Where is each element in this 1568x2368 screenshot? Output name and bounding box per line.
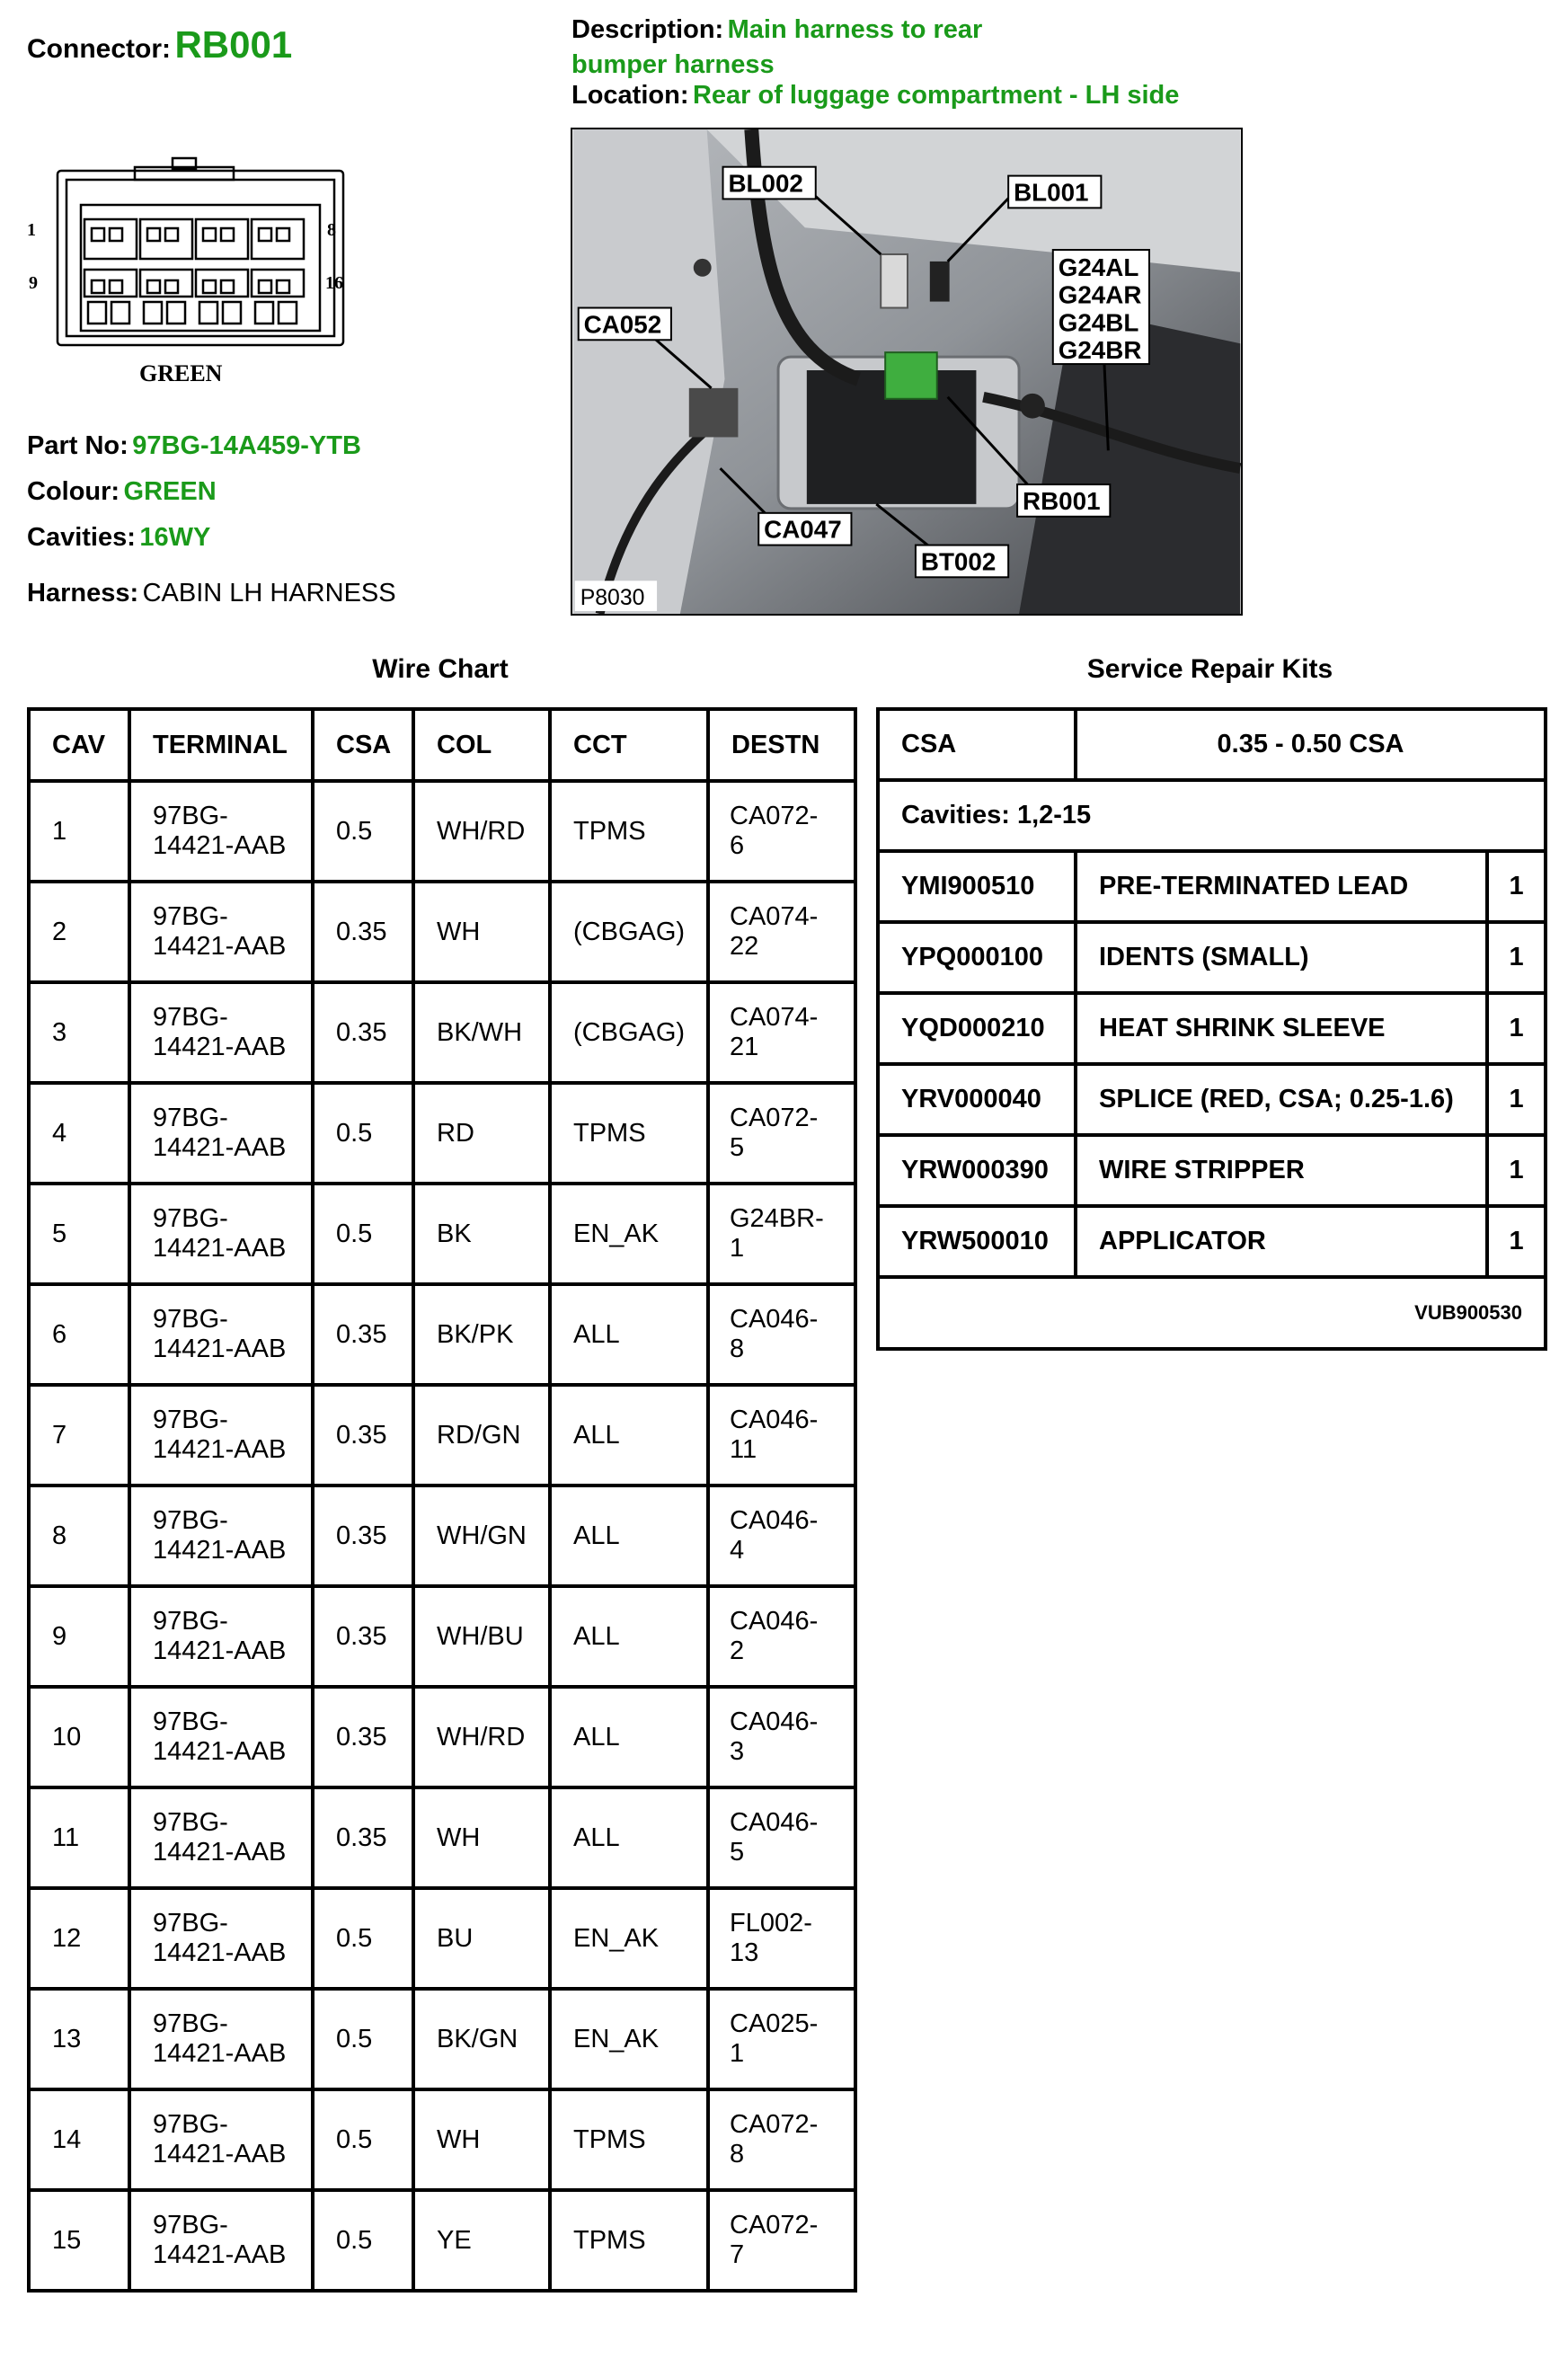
destn-cell (708, 1687, 855, 1787)
destn-cell (708, 2089, 855, 2190)
kits-cavities: Cavities: 1,2-15 (878, 780, 1546, 851)
destn-cell (708, 1184, 855, 1284)
wire-row (29, 1989, 855, 2089)
kit-number: VUB900530 (878, 1277, 1546, 1349)
csa-cell: 0.5 (313, 2190, 413, 2291)
destn-part-b: 8 (730, 1335, 745, 1363)
terminal-part-b: 14421-AAB (153, 1133, 287, 1162)
cav-cell: 9 (29, 1586, 129, 1687)
destn-part-a: CA074- (730, 902, 819, 931)
wire-row (29, 2190, 855, 2291)
callout-rb001: RB001 (1023, 486, 1101, 515)
pin-1-label: 1 (27, 220, 36, 240)
col-cell: BK/PK (413, 1284, 550, 1385)
colour-label: Colour: (27, 477, 120, 506)
cav-cell: 8 (29, 1486, 129, 1586)
pin-9-label: 9 (29, 273, 38, 293)
location-label: Location: (571, 81, 689, 110)
terminal-part-b: 14421-AAB (153, 2039, 287, 2068)
cav-cell: 7 (29, 1385, 129, 1486)
cct-cell: ALL (550, 1284, 708, 1385)
colour (27, 477, 217, 507)
kit-code: YPQ000100 (878, 922, 1076, 993)
destn-part-b: 4 (730, 1536, 745, 1565)
kits-cavities-row (878, 780, 1546, 851)
destn-cell (708, 1989, 855, 2089)
terminal-part-a: 97BG- (153, 1003, 228, 1032)
kit-code: YRW000390 (878, 1135, 1076, 1206)
header-destn: DESTN (708, 709, 855, 781)
destn-part-b: 1 (730, 1234, 745, 1263)
kit-row (878, 1206, 1546, 1277)
destn-cell (708, 1284, 855, 1385)
location-value: Rear of luggage compartment - LH side (692, 81, 1180, 110)
kit-quantity: 1 (1487, 993, 1546, 1064)
destn-part-a: CA025- (730, 2009, 819, 2038)
cct-cell: TPMS (550, 2190, 708, 2291)
kit-quantity: 1 (1487, 1135, 1546, 1206)
wire-row (29, 982, 855, 1083)
harness-value: CABIN LH HARNESS (142, 579, 396, 608)
cav-cell: 11 (29, 1787, 129, 1888)
wire-row (29, 1385, 855, 1486)
csa-cell: 0.5 (313, 1989, 413, 2089)
destn-part-b: 2 (730, 1636, 745, 1665)
cct-cell: TPMS (550, 781, 708, 882)
col-cell: RD/GN (413, 1385, 550, 1486)
destn-part-b: 7 (730, 2240, 745, 2269)
cct-cell: TPMS (550, 1083, 708, 1184)
terminal-part-a: 97BG- (153, 1506, 228, 1535)
destn-part-a: G24BR- (730, 1204, 824, 1233)
terminal-cell (129, 2089, 313, 2190)
kit-quantity: 1 (1487, 851, 1546, 922)
terminal-cell (129, 1385, 313, 1486)
col-cell: WH/BU (413, 1586, 550, 1687)
terminal-part-a: 97BG- (153, 1406, 228, 1434)
cavities (27, 523, 210, 553)
terminal-part-b: 14421-AAB (153, 1838, 287, 1867)
connector-color-label: GREEN (139, 360, 223, 386)
pin-8-label: 8 (327, 220, 336, 240)
kits-csa-label: CSA (878, 709, 1076, 780)
csa-cell: 0.35 (313, 882, 413, 982)
wire-chart-body (29, 781, 855, 2291)
destn-part-b: 13 (730, 1938, 759, 1967)
terminal-part-b: 14421-AAB (153, 1033, 287, 1061)
kit-code: YRW500010 (878, 1206, 1076, 1277)
cct-cell: ALL (550, 1385, 708, 1486)
csa-cell: 0.5 (313, 1184, 413, 1284)
destn-part-b: 8 (730, 2140, 745, 2168)
terminal-part-a: 97BG- (153, 1305, 228, 1334)
destn-part-b: 5 (730, 1838, 745, 1867)
kit-description: APPLICATOR (1076, 1206, 1487, 1277)
terminal-part-b: 14421-AAB (153, 2140, 287, 2168)
destn-part-a: CA046- (730, 1808, 819, 1837)
wire-row (29, 1888, 855, 1989)
service-kits-title: Service Repair Kits (1086, 654, 1333, 684)
destn-cell (708, 1486, 855, 1586)
terminal-part-b: 14421-AAB (153, 1234, 287, 1263)
destn-cell (708, 1083, 855, 1184)
cav-cell: 13 (29, 1989, 129, 2089)
kit-description: SPLICE (RED, CSA; 0.25-1.6) (1076, 1064, 1487, 1135)
callout-bl001: BL001 (1014, 178, 1089, 207)
terminal-part-b: 14421-AAB (153, 932, 287, 961)
kit-description: PRE-TERMINATED LEAD (1076, 851, 1487, 922)
callout-g24ar: G24AR (1058, 280, 1142, 309)
callout-bt002: BT002 (920, 547, 997, 576)
cct-cell: EN_AK (550, 1888, 708, 1989)
col-cell: WH/RD (413, 1687, 550, 1787)
cavities-value: 16WY (139, 523, 211, 552)
destn-cell (708, 882, 855, 982)
kit-description: WIRE STRIPPER (1076, 1135, 1487, 1206)
cav-cell: 10 (29, 1687, 129, 1787)
col-cell: WH (413, 882, 550, 982)
callout-bl002: BL002 (728, 169, 803, 198)
kit-code: YQD000210 (878, 993, 1076, 1064)
description-line-2: bumper harness (571, 50, 775, 79)
col-cell: BK/WH (413, 982, 550, 1083)
kit-row (878, 993, 1546, 1064)
colour-value: GREEN (123, 477, 217, 506)
terminal-part-a: 97BG- (153, 1909, 228, 1938)
wire-row (29, 1787, 855, 1888)
col-cell: WH/RD (413, 781, 550, 882)
col-cell: BK/GN (413, 1989, 550, 2089)
connector-face-diagram (27, 155, 377, 393)
header-terminal: TERMINAL (129, 709, 313, 781)
cct-cell: TPMS (550, 2089, 708, 2190)
destn-part-a: CA046- (730, 1506, 819, 1535)
destn-part-a: CA046- (730, 1707, 819, 1736)
terminal-cell (129, 1687, 313, 1787)
terminal-part-a: 97BG- (153, 2009, 228, 2038)
col-cell: BK (413, 1184, 550, 1284)
pin-16-label: 16 (325, 273, 343, 293)
connector-heading (27, 23, 292, 67)
destn-part-b: 11 (730, 1435, 757, 1464)
csa-cell: 0.35 (313, 1486, 413, 1586)
terminal-part-a: 97BG- (153, 902, 228, 931)
destn-part-a: CA072- (730, 1104, 819, 1132)
csa-cell: 0.35 (313, 1586, 413, 1687)
destn-part-a: FL002- (730, 1909, 812, 1938)
terminal-cell (129, 1888, 313, 1989)
cav-cell: 1 (29, 781, 129, 882)
destn-cell (708, 781, 855, 882)
cav-cell: 5 (29, 1184, 129, 1284)
destn-cell (708, 982, 855, 1083)
kits-csa-value: 0.35 - 0.50 CSA (1076, 709, 1546, 780)
cav-cell: 3 (29, 982, 129, 1083)
destn-cell (708, 1888, 855, 1989)
destn-part-a: CA072- (730, 2211, 819, 2239)
kit-row (878, 851, 1546, 922)
destn-part-b: 6 (730, 831, 745, 860)
destn-part-a: CA046- (730, 1406, 819, 1434)
callout-g24br: G24BR (1058, 336, 1142, 365)
terminal-cell (129, 1486, 313, 1586)
terminal-part-a: 97BG- (153, 802, 228, 830)
kits-csa-row (878, 709, 1546, 780)
wire-row (29, 1687, 855, 1787)
terminal-cell (129, 781, 313, 882)
wire-row (29, 1083, 855, 1184)
terminal-part-a: 97BG- (153, 1204, 228, 1233)
cct-cell: ALL (550, 1787, 708, 1888)
destn-part-b: 5 (730, 1133, 745, 1162)
wire-row (29, 882, 855, 982)
csa-cell: 0.35 (313, 1687, 413, 1787)
header-csa: CSA (313, 709, 413, 781)
description-label: Description: (571, 15, 724, 44)
kit-code: YMI900510 (878, 851, 1076, 922)
callout-ca052: CA052 (583, 310, 662, 339)
terminal-part-a: 97BG- (153, 2110, 228, 2139)
terminal-part-a: 97BG- (153, 1808, 228, 1837)
location-photo (571, 128, 1243, 616)
destn-part-a: CA046- (730, 1607, 819, 1636)
kit-quantity: 1 (1487, 922, 1546, 993)
wire-row (29, 1586, 855, 1687)
terminal-cell (129, 1184, 313, 1284)
callout-ca047: CA047 (764, 515, 842, 544)
col-cell: WH (413, 2089, 550, 2190)
destn-cell (708, 1385, 855, 1486)
wire-row (29, 1486, 855, 1586)
col-cell: BU (413, 1888, 550, 1989)
col-cell: YE (413, 2190, 550, 2291)
kit-row (878, 1135, 1546, 1206)
kit-row (878, 1064, 1546, 1135)
destn-part-a: CA072- (730, 2110, 819, 2139)
kit-code: YRV000040 (878, 1064, 1076, 1135)
cct-cell: EN_AK (550, 1989, 708, 2089)
terminal-cell (129, 1083, 313, 1184)
photo-reference: P8030 (580, 586, 645, 611)
terminal-part-b: 14421-AAB (153, 831, 287, 860)
harness-label: Harness: (27, 579, 139, 608)
terminal-part-a: 97BG- (153, 2211, 228, 2239)
kit-number-row (878, 1277, 1546, 1349)
csa-cell: 0.35 (313, 1787, 413, 1888)
destn-cell (708, 2190, 855, 2291)
callout-g24bl: G24BL (1058, 308, 1139, 337)
cav-cell: 2 (29, 882, 129, 982)
cct-cell: ALL (550, 1687, 708, 1787)
cav-cell: 6 (29, 1284, 129, 1385)
destn-part-b: 3 (730, 1737, 745, 1766)
terminal-cell (129, 1586, 313, 1687)
service-kits-table (876, 707, 1547, 1351)
csa-cell: 0.5 (313, 1888, 413, 1989)
destn-cell (708, 1586, 855, 1687)
kit-description: IDENTS (SMALL) (1076, 922, 1487, 993)
destn-part-b: 21 (730, 1033, 759, 1061)
terminal-part-b: 14421-AAB (153, 1737, 287, 1766)
destn-part-a: CA072- (730, 802, 819, 830)
terminal-part-b: 14421-AAB (153, 1435, 287, 1464)
header-cct: CCT (550, 709, 708, 781)
terminal-part-b: 14421-AAB (153, 1536, 287, 1565)
cavities-label: Cavities: (27, 523, 136, 552)
cav-cell: 12 (29, 1888, 129, 1989)
terminal-part-b: 14421-AAB (153, 1335, 287, 1363)
terminal-cell (129, 982, 313, 1083)
connector-id: RB001 (174, 23, 293, 66)
part-number-value: 97BG-14A459-YTB (132, 431, 361, 460)
terminal-cell (129, 1284, 313, 1385)
terminal-part-b: 14421-AAB (153, 2240, 287, 2269)
csa-cell: 0.35 (313, 1385, 413, 1486)
connector-label: Connector: (27, 34, 171, 64)
terminal-part-a: 97BG- (153, 1607, 228, 1636)
cav-cell: 15 (29, 2190, 129, 2291)
wire-row (29, 781, 855, 882)
terminal-cell (129, 1989, 313, 2089)
destn-cell (708, 1787, 855, 1888)
wire-row (29, 2089, 855, 2190)
terminal-part-a: 97BG- (153, 1707, 228, 1736)
terminal-part-b: 14421-AAB (153, 1636, 287, 1665)
wire-chart-title: Wire Chart (372, 654, 509, 684)
wire-row (29, 1284, 855, 1385)
terminal-cell (129, 2190, 313, 2291)
part-number-label: Part No: (27, 431, 128, 460)
kit-quantity: 1 (1487, 1064, 1546, 1135)
wire-chart-header (29, 709, 855, 781)
harness (27, 579, 396, 608)
kit-row (878, 922, 1546, 993)
cct-cell: (CBGAG) (550, 882, 708, 982)
kit-quantity: 1 (1487, 1206, 1546, 1277)
destn-part-b: 1 (730, 2039, 745, 2068)
csa-cell: 0.5 (313, 781, 413, 882)
cct-cell: ALL (550, 1586, 708, 1687)
csa-cell: 0.35 (313, 1284, 413, 1385)
header-col: COL (413, 709, 550, 781)
cct-cell: (CBGAG) (550, 982, 708, 1083)
header-cav: CAV (29, 709, 129, 781)
description (571, 14, 1254, 84)
cav-cell: 14 (29, 2089, 129, 2190)
cct-cell: EN_AK (550, 1184, 708, 1284)
destn-part-a: CA074- (730, 1003, 819, 1032)
wire-row (29, 1184, 855, 1284)
terminal-part-a: 97BG- (153, 1104, 228, 1132)
destn-part-a: CA046- (730, 1305, 819, 1334)
wire-chart-table (27, 707, 857, 2293)
csa-cell: 0.5 (313, 2089, 413, 2190)
description-line-1: Main harness to rear (727, 15, 983, 44)
location (571, 81, 1179, 111)
terminal-cell (129, 1787, 313, 1888)
callout-g24al: G24AL (1058, 253, 1139, 281)
terminal-cell (129, 882, 313, 982)
cav-cell: 4 (29, 1083, 129, 1184)
col-cell: RD (413, 1083, 550, 1184)
kit-description: HEAT SHRINK SLEEVE (1076, 993, 1487, 1064)
destn-part-b: 22 (730, 932, 759, 961)
part-number (27, 431, 361, 461)
csa-cell: 0.5 (313, 1083, 413, 1184)
terminal-part-b: 14421-AAB (153, 1938, 287, 1967)
col-cell: WH/GN (413, 1486, 550, 1586)
csa-cell: 0.35 (313, 982, 413, 1083)
cct-cell: ALL (550, 1486, 708, 1586)
col-cell: WH (413, 1787, 550, 1888)
